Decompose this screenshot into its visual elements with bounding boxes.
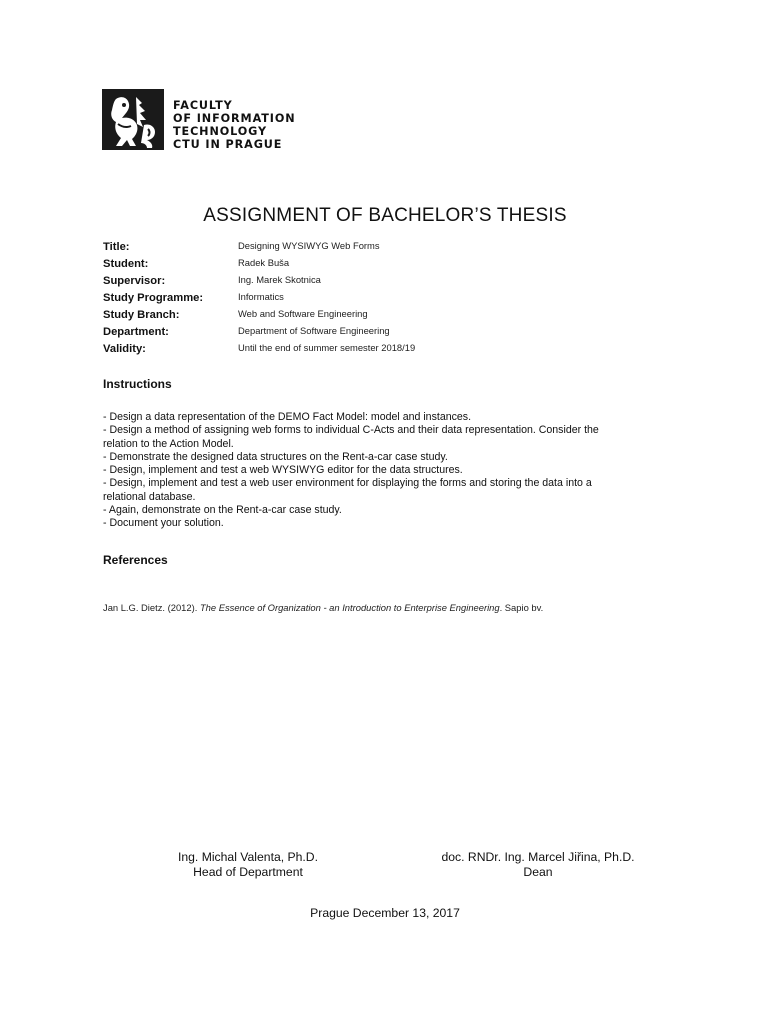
info-label: Department: <box>103 326 169 338</box>
signature-name: Ing. Michal Valenta, Ph.D. <box>177 850 318 864</box>
info-row-validity <box>103 340 663 357</box>
info-value: Designing WYSIWYG Web Forms <box>238 240 380 251</box>
instruction-line: relation to the Action Model. <box>103 437 234 450</box>
instruction-line: - Again, demonstrate on the Rent-a-car case study. <box>103 504 342 517</box>
reference-authors: Jan L.G. Dietz. (2012). <box>103 602 198 613</box>
instruction-line: - Demonstrate the designed data structures on the Rent-a-car case study. <box>103 450 448 463</box>
info-label: Study Programme: <box>103 292 204 304</box>
faculty-logo <box>102 89 302 153</box>
info-value: Ing. Marek Skotnica <box>238 274 321 285</box>
info-value: Radek Buša <box>238 257 290 268</box>
info-label: Student: <box>103 258 149 270</box>
instruction-line: - Design a data representation of the DEMO Fact Model: model and instances. <box>103 411 472 423</box>
signature-head-of-department <box>118 850 378 880</box>
signature-role: Dean <box>523 865 553 879</box>
instructions-text <box>103 411 678 531</box>
faculty-name-line: FACULTY <box>173 99 233 112</box>
info-value: Until the end of summer semester 2018/19 <box>238 342 416 353</box>
reference-entry <box>103 602 543 613</box>
info-row-title <box>103 238 663 255</box>
faculty-name-line: TECHNOLOGY <box>173 125 267 138</box>
info-row-student <box>103 255 663 272</box>
signature-role: Head of Department <box>193 865 303 879</box>
info-value: Department of Software Engineering <box>238 325 390 336</box>
info-row-study-programme <box>103 289 663 306</box>
faculty-name <box>173 99 296 151</box>
info-label: Study Branch: <box>103 309 180 321</box>
signature-dean <box>408 850 668 880</box>
info-row-department <box>103 323 663 340</box>
instruction-line: - Design, implement and test a web WYSIWYG editor for the data structures. <box>103 464 463 477</box>
instruction-line: - Design a method of assigning web forms to individual C-Acts and their data representation. Consider the <box>103 424 599 437</box>
info-label: Title: <box>103 241 130 253</box>
instruction-line: - Design, implement and test a web user environment for displaying the forms and storing the data into a <box>103 477 592 490</box>
info-row-study-branch <box>103 306 663 323</box>
ctu-lion-emblem-icon <box>102 89 164 150</box>
info-value: Informatics <box>238 291 284 302</box>
faculty-name-line: OF INFORMATION <box>173 112 296 125</box>
references-heading: References <box>103 553 168 567</box>
thesis-info-table <box>103 238 663 357</box>
reference-title: The Essence of Organization - an Introduction to Enterprise Engineering <box>199 602 500 613</box>
info-value: Web and Software Engineering <box>238 308 368 319</box>
faculty-name-line: CTU IN PRAGUE <box>173 138 283 151</box>
info-label: Supervisor: <box>103 275 166 287</box>
page-title: ASSIGNMENT OF BACHELOR’S THESIS <box>203 205 567 226</box>
instruction-line: relational database. <box>103 490 196 503</box>
instructions-heading: Instructions <box>103 377 172 391</box>
instruction-line: - Document your solution. <box>103 517 224 530</box>
place-and-date: Prague December 13, 2017 <box>310 906 460 920</box>
signature-name: doc. RNDr. Ing. Marcel Jiřina, Ph.D. <box>441 850 635 864</box>
reference-publisher: . Sapio bv. <box>499 602 544 613</box>
info-row-supervisor <box>103 272 663 289</box>
info-label: Validity: <box>103 343 146 355</box>
